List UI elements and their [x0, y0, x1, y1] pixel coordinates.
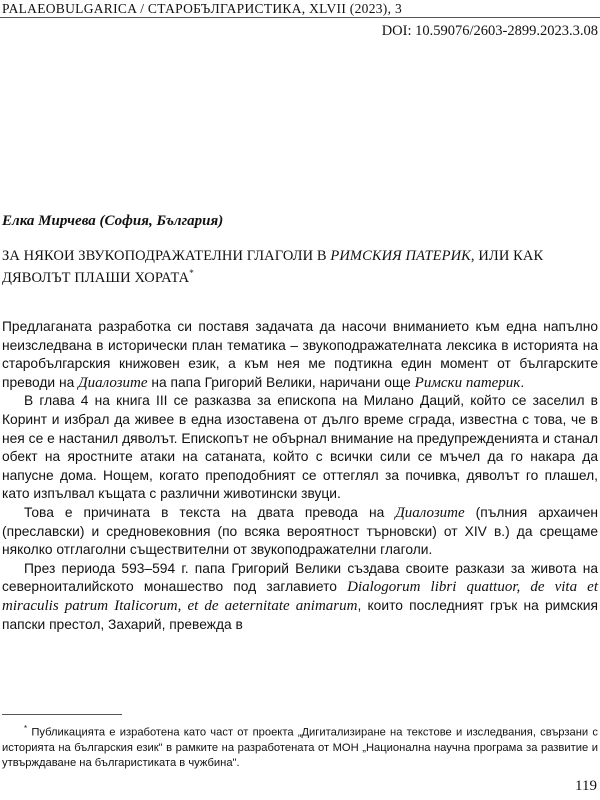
title-italic: РИМСКИЯ ПАТЕРИК	[330, 248, 471, 264]
text: .	[520, 374, 525, 390]
text: (пълния архаичен (преславски) и средновековния (по всяка вероятност търновски) от XIV в.) да срещаме няколко отглаголни съществителни от звукоподражателни глаголи.	[2, 504, 599, 558]
text: на папа Григорий Велики, наричани още	[147, 374, 415, 390]
article-body	[2, 318, 598, 634]
footnote-text: Публикацията е изработена като част от проекта „Дигитализиране на текстове и изследвания, свързани с историята на българския език" в рамките на разработената от МОН „Национална научна програма за развитие и утвърждаване на българистиката в чужбина".	[2, 726, 598, 770]
doi-label: DOI: 10.59076/2603-2899.2023.3.08	[381, 23, 598, 39]
italic-text: Диалозите	[395, 504, 465, 521]
journal-title: PALAEOBULGARICA / СТАРОБЪЛГАРИСТИКА, XLVII (2023), 3	[2, 1, 402, 16]
footnote-rule	[2, 714, 122, 715]
italic-text: Римски патерик	[414, 374, 521, 391]
italic-text: Dialogorum libri quattuor, de vita et miraculis patrum Italicorum, et de aeternitate animarum	[2, 579, 598, 614]
author-line: Елка Мирчева (София, България)	[2, 213, 224, 229]
footnote	[2, 721, 598, 771]
title-footnote-mark[interactable]: *	[189, 268, 194, 278]
footnote-mark: *	[24, 724, 28, 733]
title-text-2: , ИЛИ КАК ДЯВОЛЪТ ПЛАШИ ХОРАТА	[2, 248, 544, 286]
header-rule	[0, 17, 600, 18]
paragraph-3	[2, 504, 598, 560]
page-number: 119	[575, 778, 597, 794]
text: Това е причината в текста на двата превода на	[24, 504, 396, 520]
italic-text: Диалозите	[78, 374, 148, 391]
text: , които последният грък на римския папски престол, Захарий, превежда в	[2, 597, 598, 632]
paragraph-1	[2, 318, 598, 392]
article-title	[2, 248, 598, 287]
paragraph-4	[2, 560, 598, 634]
text: През периода 593–594 г. папа Григорий Велики създава своите разкази за живота на северноиталийското монашество под заглавието	[2, 560, 598, 595]
paragraph-2: В глава 4 на книга III се разказва за епископа на Милано Даций, който се заселил в Коринт и избрал да живее в една изоставена от дълго време сграда, известна с това, че в нея се е настанил дяволът. Епископът не обърнал внимание на предупрежденията и станал обект на яростните атаки на сатаната, който с всички сили се мъчел да го накара да напусне дома. Нощем, когато преподобният се оттеглял за почивка, дяволът го плашел, като изпълвал къщата с различни животински звуци.	[2, 393, 598, 502]
title-text: ЗА НЯКОИ ЗВУКОПОДРАЖАТЕЛНИ ГЛАГОЛИ В	[2, 248, 331, 264]
text: Предлаганата разработка си поставя задачата да насочи вниманието към една напълно неизследвана в исторически план тематика – звукоподражателната лексика в историята на старобългарския книжовен език, а към нея ме подтикна един момент от българските преводи на	[2, 319, 598, 390]
